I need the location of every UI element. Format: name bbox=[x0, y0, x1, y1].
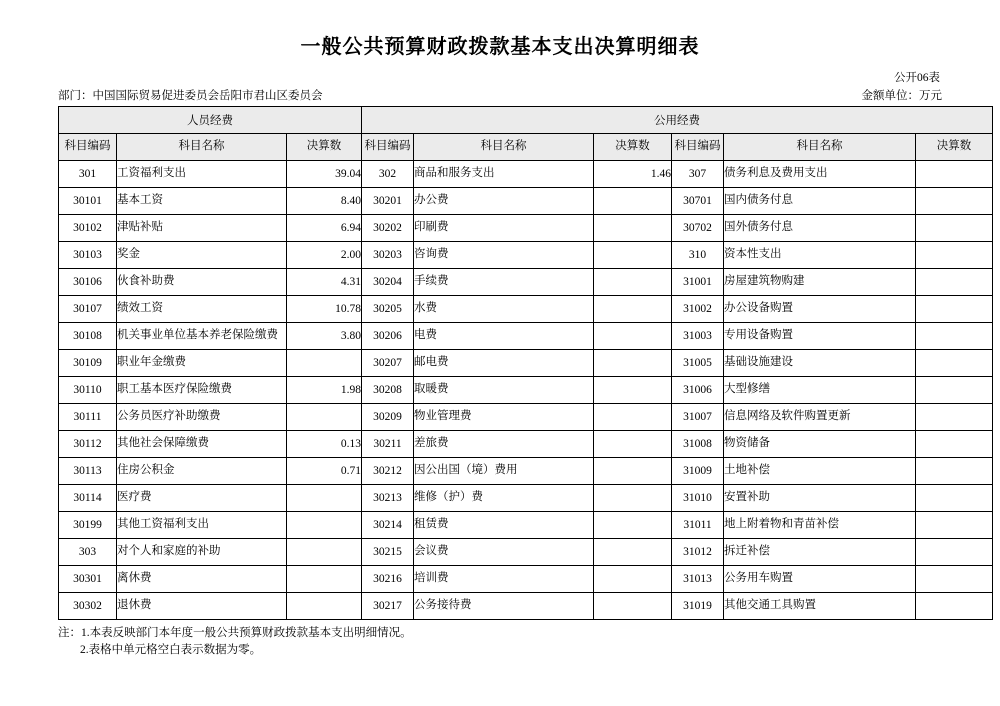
cell-code-public-b: 31001 bbox=[672, 269, 724, 296]
cell-code-public-b: 30701 bbox=[672, 188, 724, 215]
group-header-row bbox=[59, 107, 993, 134]
table-row bbox=[59, 539, 993, 566]
cell-name-personnel: 奖金 bbox=[117, 242, 287, 269]
cell-code-public-b: 31012 bbox=[672, 539, 724, 566]
cell-name-personnel: 住房公积金 bbox=[117, 458, 287, 485]
cell-value-personnel: 2.00 bbox=[287, 242, 362, 269]
cell-code-personnel: 30114 bbox=[59, 485, 117, 512]
cell-name-public-b: 拆迁补偿 bbox=[724, 539, 916, 566]
cell-value-public-b bbox=[916, 188, 993, 215]
cell-name-public-b: 地上附着物和青苗补偿 bbox=[724, 512, 916, 539]
cell-value-public-a bbox=[594, 188, 672, 215]
table-row bbox=[59, 485, 993, 512]
col-header-value-2: 决算数 bbox=[594, 134, 672, 161]
cell-code-public-a: 30217 bbox=[362, 593, 414, 620]
cell-value-personnel: 1.98 bbox=[287, 377, 362, 404]
cell-value-public-b bbox=[916, 269, 993, 296]
page-title: 一般公共预算财政拨款基本支出决算明细表 bbox=[300, 36, 700, 58]
cell-name-public-a: 公务接待费 bbox=[414, 593, 594, 620]
cell-name-personnel: 伙食补助费 bbox=[117, 269, 287, 296]
col-header-name-3: 科目名称 bbox=[724, 134, 916, 161]
cell-name-public-b: 大型修缮 bbox=[724, 377, 916, 404]
table-row bbox=[59, 269, 993, 296]
cell-value-personnel: 0.71 bbox=[287, 458, 362, 485]
cell-name-personnel: 对个人和家庭的补助 bbox=[117, 539, 287, 566]
cell-code-public-a: 302 bbox=[362, 161, 414, 188]
cell-value-personnel bbox=[287, 350, 362, 377]
cell-value-public-b bbox=[916, 431, 993, 458]
col-header-value-1: 决算数 bbox=[287, 134, 362, 161]
table-row bbox=[59, 593, 993, 620]
cell-name-personnel: 其他工资福利支出 bbox=[117, 512, 287, 539]
col-header-code-3: 科目编码 bbox=[672, 134, 724, 161]
cell-name-personnel: 离休费 bbox=[117, 566, 287, 593]
cell-value-public-a bbox=[594, 539, 672, 566]
cell-name-public-a: 租赁费 bbox=[414, 512, 594, 539]
cell-value-public-a bbox=[594, 269, 672, 296]
cell-value-public-b bbox=[916, 323, 993, 350]
cell-name-public-a: 电费 bbox=[414, 323, 594, 350]
cell-name-personnel: 机关事业单位基本养老保险缴费 bbox=[117, 323, 287, 350]
department-label: 部门：中国国际贸易促进委员会岳阳市君山区委员会 bbox=[58, 90, 323, 102]
cell-name-public-b: 其他交通工具购置 bbox=[724, 593, 916, 620]
cell-code-public-b: 31010 bbox=[672, 485, 724, 512]
cell-value-personnel: 10.78 bbox=[287, 296, 362, 323]
cell-name-public-a: 差旅费 bbox=[414, 431, 594, 458]
cell-value-public-a bbox=[594, 215, 672, 242]
cell-name-public-b: 安置补助 bbox=[724, 485, 916, 512]
cell-value-personnel: 6.94 bbox=[287, 215, 362, 242]
cell-value-public-b bbox=[916, 593, 993, 620]
note-line-2: 2.表格中单元格空白表示数据为零。 bbox=[80, 644, 262, 657]
group-header-public: 公用经费 bbox=[362, 107, 993, 134]
cell-name-public-b: 公务用车购置 bbox=[724, 566, 916, 593]
cell-code-personnel: 30101 bbox=[59, 188, 117, 215]
table-notes bbox=[58, 620, 942, 660]
note-line-1: 注：1.本表反映部门本年度一般公共预算财政拨款基本支出明细情况。 bbox=[58, 627, 412, 639]
cell-value-public-a bbox=[594, 512, 672, 539]
table-row bbox=[59, 512, 993, 539]
cell-code-personnel: 30103 bbox=[59, 242, 117, 269]
cell-name-public-b: 国内债务付息 bbox=[724, 188, 916, 215]
cell-name-public-a: 商品和服务支出 bbox=[414, 161, 594, 188]
cell-value-public-a: 1.46 bbox=[594, 161, 672, 188]
cell-value-public-b bbox=[916, 350, 993, 377]
table-row bbox=[59, 350, 993, 377]
cell-name-public-a: 邮电费 bbox=[414, 350, 594, 377]
cell-code-public-a: 30202 bbox=[362, 215, 414, 242]
cell-name-public-b: 土地补偿 bbox=[724, 458, 916, 485]
cell-name-public-a: 手续费 bbox=[414, 269, 594, 296]
cell-name-public-a: 因公出国（境）费用 bbox=[414, 458, 594, 485]
cell-name-public-a: 维修（护）费 bbox=[414, 485, 594, 512]
table-row bbox=[59, 161, 993, 188]
budget-table bbox=[58, 106, 993, 620]
cell-code-personnel: 301 bbox=[59, 161, 117, 188]
cell-code-personnel: 30113 bbox=[59, 458, 117, 485]
cell-code-public-b: 31008 bbox=[672, 431, 724, 458]
cell-value-personnel: 8.40 bbox=[287, 188, 362, 215]
cell-name-personnel: 退休费 bbox=[117, 593, 287, 620]
cell-value-personnel bbox=[287, 566, 362, 593]
cell-name-personnel: 公务员医疗补助缴费 bbox=[117, 404, 287, 431]
cell-value-public-b bbox=[916, 242, 993, 269]
cell-value-public-b bbox=[916, 377, 993, 404]
cell-name-public-a: 培训费 bbox=[414, 566, 594, 593]
col-header-code-1: 科目编码 bbox=[59, 134, 117, 161]
cell-name-public-b: 房屋建筑物购建 bbox=[724, 269, 916, 296]
cell-value-personnel: 4.31 bbox=[287, 269, 362, 296]
cell-name-public-b: 信息网络及软件购置更新 bbox=[724, 404, 916, 431]
cell-code-personnel: 30199 bbox=[59, 512, 117, 539]
cell-code-public-a: 30208 bbox=[362, 377, 414, 404]
cell-name-public-b: 物资储备 bbox=[724, 431, 916, 458]
table-row bbox=[59, 566, 993, 593]
table-row bbox=[59, 377, 993, 404]
cell-code-public-a: 30205 bbox=[362, 296, 414, 323]
cell-name-public-a: 水费 bbox=[414, 296, 594, 323]
cell-name-public-b: 国外债务付息 bbox=[724, 215, 916, 242]
cell-code-personnel: 30102 bbox=[59, 215, 117, 242]
cell-value-personnel bbox=[287, 512, 362, 539]
cell-name-public-a: 办公费 bbox=[414, 188, 594, 215]
cell-name-personnel: 工资福利支出 bbox=[117, 161, 287, 188]
cell-value-public-a bbox=[594, 566, 672, 593]
cell-value-public-b bbox=[916, 296, 993, 323]
cell-value-public-a bbox=[594, 485, 672, 512]
cell-code-personnel: 303 bbox=[59, 539, 117, 566]
cell-code-personnel: 30106 bbox=[59, 269, 117, 296]
cell-name-public-a: 物业管理费 bbox=[414, 404, 594, 431]
cell-code-personnel: 30110 bbox=[59, 377, 117, 404]
form-number: 公开06表 bbox=[894, 72, 940, 84]
cell-value-public-b bbox=[916, 404, 993, 431]
cell-name-public-a: 咨询费 bbox=[414, 242, 594, 269]
cell-value-public-a bbox=[594, 242, 672, 269]
cell-name-public-b: 资本性支出 bbox=[724, 242, 916, 269]
cell-code-personnel: 30112 bbox=[59, 431, 117, 458]
cell-code-public-b: 31003 bbox=[672, 323, 724, 350]
cell-value-public-b bbox=[916, 215, 993, 242]
cell-value-personnel bbox=[287, 485, 362, 512]
cell-name-public-a: 印刷费 bbox=[414, 215, 594, 242]
cell-value-public-a bbox=[594, 458, 672, 485]
cell-code-public-a: 30216 bbox=[362, 566, 414, 593]
cell-value-personnel bbox=[287, 404, 362, 431]
cell-name-public-a: 会议费 bbox=[414, 539, 594, 566]
cell-code-personnel: 30108 bbox=[59, 323, 117, 350]
cell-value-public-b bbox=[916, 161, 993, 188]
amount-unit-label: 金额单位：万元 bbox=[861, 90, 942, 102]
cell-code-public-a: 30203 bbox=[362, 242, 414, 269]
table-row bbox=[59, 242, 993, 269]
col-header-value-3: 决算数 bbox=[916, 134, 993, 161]
cell-value-public-a bbox=[594, 323, 672, 350]
cell-value-personnel: 0.13 bbox=[287, 431, 362, 458]
cell-code-public-a: 30201 bbox=[362, 188, 414, 215]
cell-value-public-b bbox=[916, 512, 993, 539]
cell-code-public-b: 31007 bbox=[672, 404, 724, 431]
table-row bbox=[59, 404, 993, 431]
cell-value-public-b bbox=[916, 539, 993, 566]
cell-code-public-a: 30206 bbox=[362, 323, 414, 350]
cell-code-public-a: 30214 bbox=[362, 512, 414, 539]
cell-code-personnel: 30107 bbox=[59, 296, 117, 323]
cell-value-personnel: 3.80 bbox=[287, 323, 362, 350]
cell-name-personnel: 医疗费 bbox=[117, 485, 287, 512]
cell-name-personnel: 其他社会保障缴费 bbox=[117, 431, 287, 458]
table-row bbox=[59, 296, 993, 323]
cell-code-public-b: 31009 bbox=[672, 458, 724, 485]
table-meta-row bbox=[58, 85, 942, 106]
table-row bbox=[59, 458, 993, 485]
cell-code-public-a: 30213 bbox=[362, 485, 414, 512]
cell-name-public-b: 债务利息及费用支出 bbox=[724, 161, 916, 188]
cell-code-public-b: 31019 bbox=[672, 593, 724, 620]
cell-value-personnel: 39.04 bbox=[287, 161, 362, 188]
col-header-name-1: 科目名称 bbox=[117, 134, 287, 161]
cell-name-public-b: 专用设备购置 bbox=[724, 323, 916, 350]
cell-code-public-a: 30212 bbox=[362, 458, 414, 485]
cell-code-public-b: 31005 bbox=[672, 350, 724, 377]
cell-code-public-a: 30204 bbox=[362, 269, 414, 296]
cell-value-public-b bbox=[916, 458, 993, 485]
group-header-personnel: 人员经费 bbox=[59, 107, 362, 134]
cell-value-public-a bbox=[594, 593, 672, 620]
cell-value-public-b bbox=[916, 485, 993, 512]
col-header-name-2: 科目名称 bbox=[414, 134, 594, 161]
cell-code-public-a: 30207 bbox=[362, 350, 414, 377]
cell-name-personnel: 职工基本医疗保险缴费 bbox=[117, 377, 287, 404]
cell-code-public-b: 31006 bbox=[672, 377, 724, 404]
cell-name-personnel: 津贴补贴 bbox=[117, 215, 287, 242]
cell-name-public-a: 取暖费 bbox=[414, 377, 594, 404]
cell-code-personnel: 30302 bbox=[59, 593, 117, 620]
table-row bbox=[59, 431, 993, 458]
cell-code-personnel: 30111 bbox=[59, 404, 117, 431]
cell-code-personnel: 30109 bbox=[59, 350, 117, 377]
cell-value-public-a bbox=[594, 404, 672, 431]
cell-code-public-b: 31013 bbox=[672, 566, 724, 593]
cell-name-public-b: 基础设施建设 bbox=[724, 350, 916, 377]
cell-value-public-b bbox=[916, 566, 993, 593]
cell-name-personnel: 基本工资 bbox=[117, 188, 287, 215]
cell-value-public-a bbox=[594, 296, 672, 323]
cell-code-public-b: 307 bbox=[672, 161, 724, 188]
cell-name-personnel: 职业年金缴费 bbox=[117, 350, 287, 377]
cell-code-personnel: 30301 bbox=[59, 566, 117, 593]
cell-value-personnel bbox=[287, 539, 362, 566]
cell-code-public-b: 310 bbox=[672, 242, 724, 269]
cell-name-public-b: 办公设备购置 bbox=[724, 296, 916, 323]
cell-code-public-b: 31011 bbox=[672, 512, 724, 539]
cell-code-public-a: 30209 bbox=[362, 404, 414, 431]
table-row bbox=[59, 188, 993, 215]
cell-value-public-a bbox=[594, 431, 672, 458]
cell-code-public-a: 30211 bbox=[362, 431, 414, 458]
cell-code-public-a: 30215 bbox=[362, 539, 414, 566]
table-row bbox=[59, 215, 993, 242]
table-row bbox=[59, 323, 993, 350]
column-header-row bbox=[59, 134, 993, 161]
cell-code-public-b: 30702 bbox=[672, 215, 724, 242]
cell-value-personnel bbox=[287, 593, 362, 620]
cell-value-public-a bbox=[594, 377, 672, 404]
cell-value-public-a bbox=[594, 350, 672, 377]
cell-code-public-b: 31002 bbox=[672, 296, 724, 323]
cell-name-personnel: 绩效工资 bbox=[117, 296, 287, 323]
col-header-code-2: 科目编码 bbox=[362, 134, 414, 161]
